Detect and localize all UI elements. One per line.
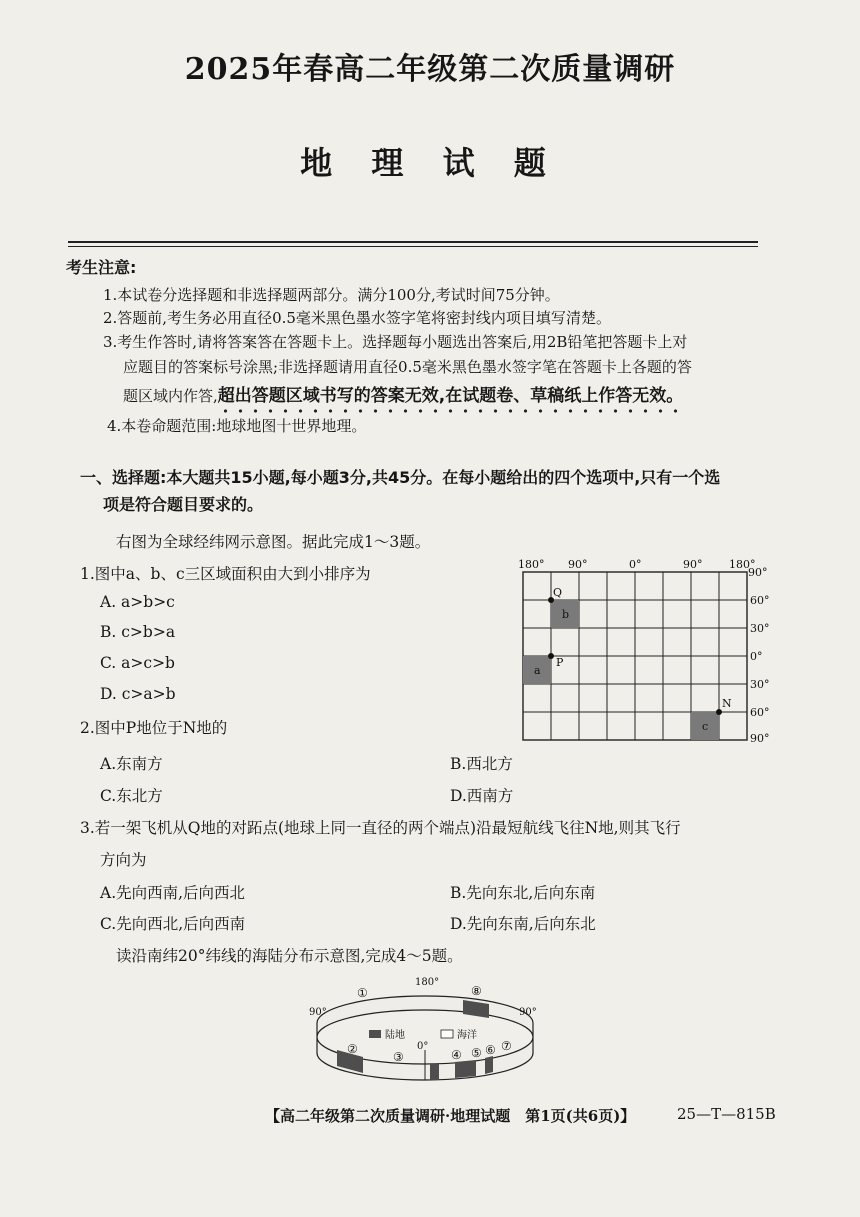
right-label-2: 60° bbox=[750, 594, 770, 607]
marker-8: ⑧ bbox=[471, 984, 482, 998]
latitude-20s-ring-figure bbox=[305, 975, 545, 1085]
ring-back-band bbox=[317, 996, 533, 1037]
top-label-4: 90° bbox=[683, 558, 703, 571]
region-a-label: a bbox=[534, 664, 541, 677]
right-label-6: 60° bbox=[750, 706, 770, 719]
q1-option-c[interactable]: C. a>c>b bbox=[100, 654, 175, 672]
q2-option-b[interactable]: B.西北方 bbox=[450, 755, 513, 773]
lon-label-0: 0° bbox=[417, 1041, 429, 1052]
top-label-2: 90° bbox=[568, 558, 588, 571]
q2-option-d[interactable]: D.西南方 bbox=[450, 787, 514, 805]
q3-option-b[interactable]: B.先向东北,后向东南 bbox=[450, 884, 596, 902]
land-front-4 bbox=[485, 1056, 493, 1074]
q2-stem: 2.图中P地位于N地的 bbox=[80, 719, 228, 737]
land-front-2 bbox=[430, 1064, 439, 1080]
q3-option-a[interactable]: A.先向西南,后向西北 bbox=[100, 884, 246, 902]
q1-option-a[interactable]: A. a>b>c bbox=[100, 593, 175, 611]
q3-stem-1: 3.若一架飞机从Q地的对跖点(地球上同一直径的两个端点)沿最短航线飞往N地,则其飞行 bbox=[80, 819, 681, 837]
q3-option-c[interactable]: C.先向西北,后向西南 bbox=[100, 915, 246, 933]
right-label-4: 0° bbox=[750, 650, 763, 663]
right-label-7: 90° bbox=[750, 732, 770, 745]
q1-option-b[interactable]: B. c>b>a bbox=[100, 623, 176, 641]
marker-6: ⑥ bbox=[485, 1043, 496, 1057]
marker-5: ⑤ bbox=[471, 1046, 482, 1060]
marker-7: ⑦ bbox=[501, 1039, 512, 1053]
notice-line-1: 1.本试卷分选择题和非选择题两部分。满分100分,考试时间75分钟。 bbox=[103, 286, 560, 304]
intro-q1-3: 右图为全球经纬网示意图。据此完成1～3题。 bbox=[116, 533, 431, 551]
q3-stem-2: 方向为 bbox=[100, 851, 147, 869]
right-label-3: 30° bbox=[750, 622, 770, 635]
legend-ocean-swatch bbox=[441, 1030, 453, 1038]
point-n-label: N bbox=[722, 697, 732, 710]
notice-line-2: 2.答题前,考生务必用直径0.5毫米黑色墨水签字笔将密封线内项目填写清楚。 bbox=[103, 309, 611, 327]
notice-emphasis bbox=[218, 386, 683, 406]
paper-code: 25—T—815B bbox=[677, 1105, 776, 1123]
region-c-label: c bbox=[702, 720, 709, 733]
q1-stem: 1.图中a、b、c三区域面积由大到小排序为 bbox=[80, 565, 371, 583]
land-front-3 bbox=[455, 1060, 476, 1078]
intro-q4-5: 读沿南纬20°纬线的海陆分布示意图,完成4～5题。 bbox=[116, 947, 463, 965]
notice-line-3c bbox=[123, 381, 683, 406]
notice-line-4: 4.本卷命题范围:地球地图十世界地理。 bbox=[107, 417, 367, 435]
legend-land-swatch bbox=[369, 1030, 381, 1038]
lon-label-180: 180° bbox=[415, 977, 440, 988]
region-b-label: b bbox=[562, 608, 570, 621]
notice-line-3b: 应题目的答案标号涂黑;非选择题请用直径0.5毫米黑色墨水签字笔在答题卡上各题的答 bbox=[123, 358, 692, 376]
legend-ocean-label: 海洋 bbox=[457, 1030, 477, 1041]
point-p-marker bbox=[548, 653, 554, 659]
notice-heading: 考生注意: bbox=[66, 258, 137, 277]
q1-option-d[interactable]: D. c>a>b bbox=[100, 685, 176, 703]
notice-line-3c-plain: 题区域内作答, bbox=[123, 387, 218, 405]
top-label-5: 180° bbox=[729, 558, 756, 571]
right-label-1: 90° bbox=[748, 566, 768, 579]
section-heading-2: 项是符合题目要求的。 bbox=[103, 495, 264, 514]
marker-4: ④ bbox=[451, 1048, 462, 1062]
lon-label-90-left: 90° bbox=[309, 1007, 327, 1018]
header-divider bbox=[68, 241, 758, 243]
point-q-label: Q bbox=[553, 586, 563, 599]
right-label-5: 30° bbox=[750, 678, 770, 691]
marker-3: ③ bbox=[393, 1050, 404, 1064]
header-divider-thin bbox=[68, 246, 758, 247]
lon-label-90-right: 90° bbox=[519, 1007, 537, 1018]
point-p-label: P bbox=[556, 656, 564, 669]
exam-title: 2025年春高二年级第二次质量调研 bbox=[184, 52, 676, 87]
q2-option-a[interactable]: A.东南方 bbox=[100, 755, 163, 773]
graticule-figure bbox=[512, 554, 777, 746]
top-label-1: 180° bbox=[518, 558, 545, 571]
marker-1: ① bbox=[357, 986, 368, 1000]
section-heading-1: 一、选择题:本大题共15小题,每小题3分,共45分。在每小题给出的四个选项中,只有一个选 bbox=[80, 468, 721, 487]
page-footer: 【高二年级第二次质量调研·地理试题 第1页(共6页)】 bbox=[265, 1107, 636, 1125]
top-label-3: 0° bbox=[629, 558, 642, 571]
marker-2: ② bbox=[347, 1042, 358, 1056]
notice-emphasis-text: 超出答题区域书写的答案无效,在试题卷、草稿纸上作答无效。 bbox=[217, 386, 684, 406]
q3-option-d[interactable]: D.先向东南,后向东北 bbox=[450, 915, 596, 933]
emphasis-dots bbox=[218, 409, 683, 413]
notice-line-3a: 3.考生作答时,请将答案答在答题卡上。选择题每小题选出答案后,用2B铅笔把答题卡上对 bbox=[103, 333, 688, 351]
q2-option-c[interactable]: C.东北方 bbox=[100, 787, 163, 805]
subject-title: 地 理 试 题 bbox=[300, 144, 560, 182]
legend-land-label: 陆地 bbox=[385, 1030, 405, 1041]
